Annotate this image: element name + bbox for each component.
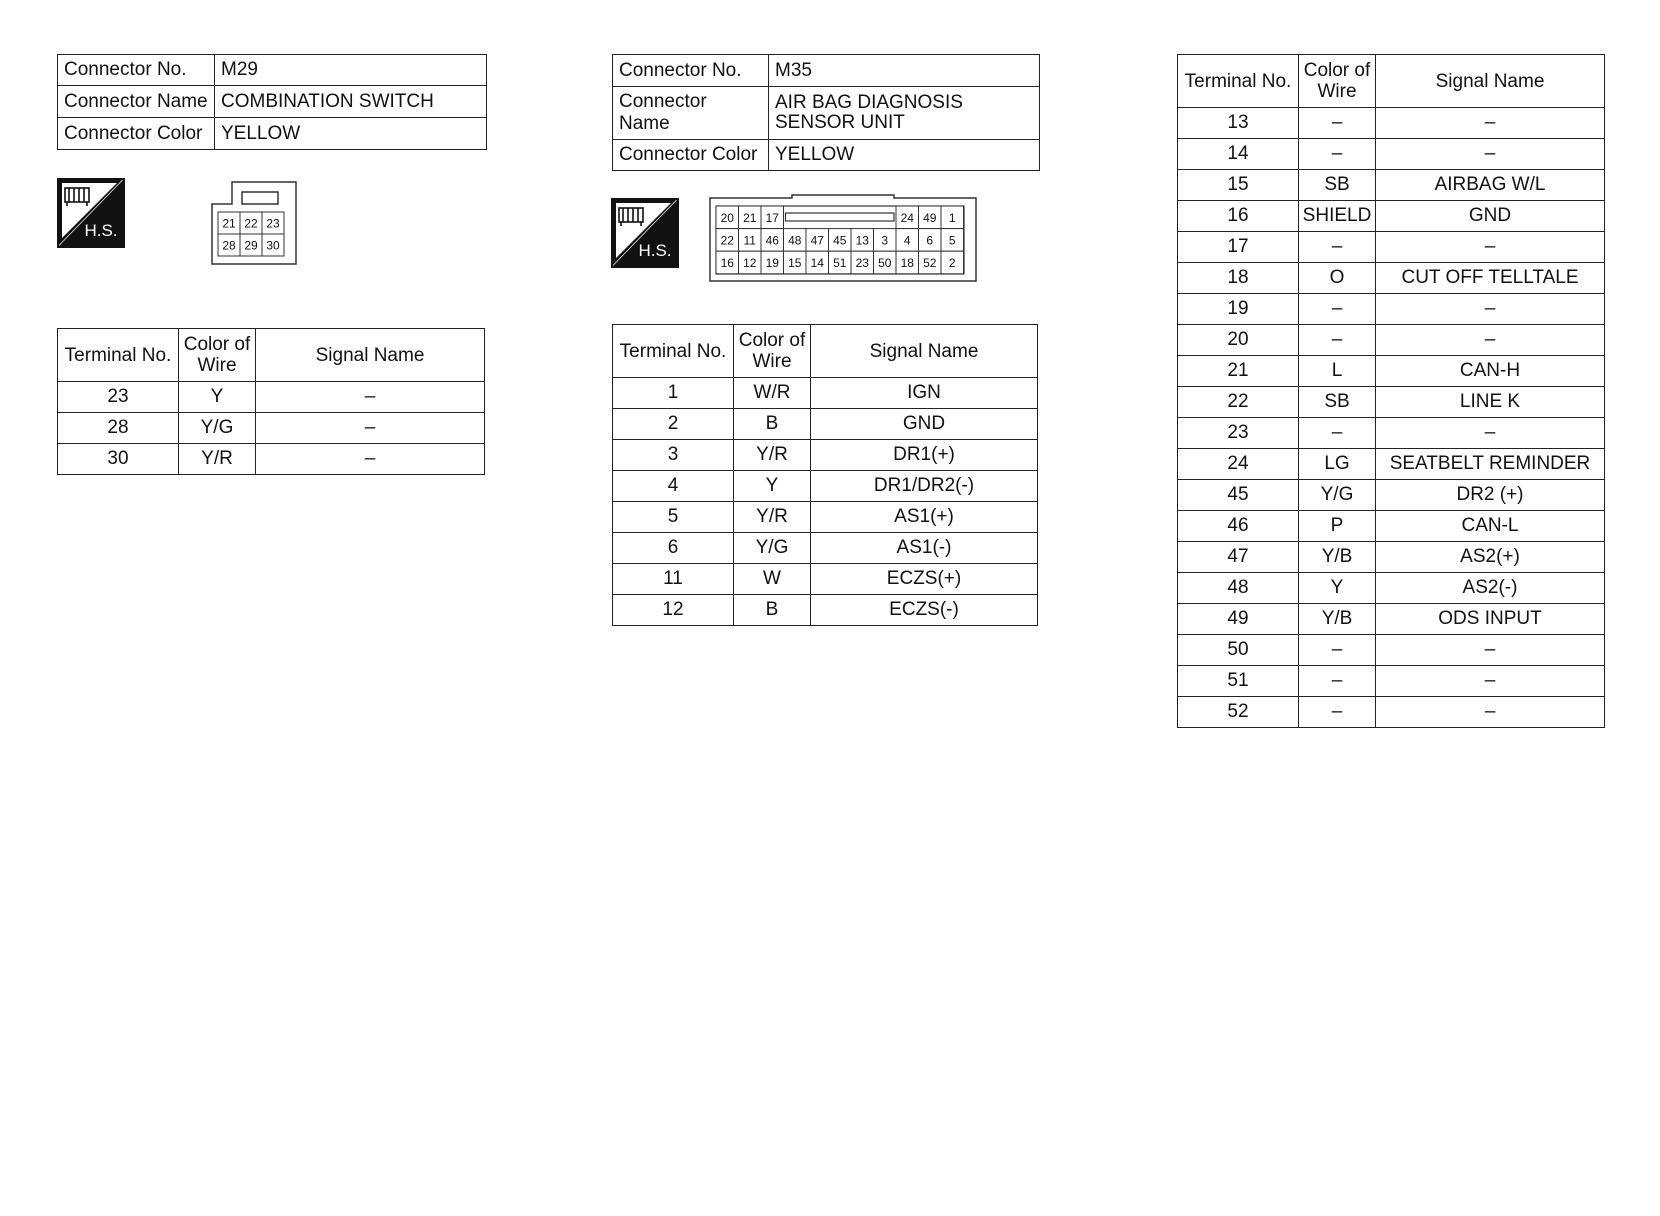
terminal-cell: 24	[1178, 449, 1299, 480]
connector-color-label: Connector Color	[58, 118, 215, 150]
signal-name-header: Signal Name	[1376, 55, 1605, 108]
table-row	[1178, 573, 1605, 604]
connector-color-label: Connector Color	[613, 140, 769, 171]
signal-name-cell: DR2 (+)	[1376, 480, 1605, 511]
table-row	[1178, 666, 1605, 697]
pin-number: 23	[855, 256, 869, 270]
terminal-cell: 1	[613, 378, 734, 409]
wire-color-cell: Y/G	[179, 413, 256, 444]
pin-number: 30	[266, 238, 280, 253]
signal-name-cell: –	[1376, 635, 1605, 666]
pin-number: 29	[244, 238, 258, 253]
pin-number: 48	[788, 233, 802, 248]
signal-name-cell: –	[1376, 697, 1605, 728]
terminal-cell: 23	[1178, 418, 1299, 449]
signal-name-cell: GND	[1376, 201, 1605, 232]
pin-number: 5	[948, 233, 956, 248]
signal-name-cell: AS1(-)	[811, 533, 1038, 564]
pin-number: 45	[833, 233, 847, 248]
terminal-cell: 51	[1178, 666, 1299, 697]
table-row	[613, 471, 1038, 502]
pin-number: 19	[765, 256, 779, 270]
wire-color-cell: L	[1299, 356, 1376, 387]
signal-name-cell: –	[1376, 108, 1605, 139]
wire-color-cell: –	[1299, 666, 1376, 697]
table-row	[613, 595, 1038, 626]
table-row	[1178, 511, 1605, 542]
terminal-cell: 49	[1178, 604, 1299, 635]
wire-color-cell: –	[1299, 697, 1376, 728]
terminal-cell: 20	[1178, 325, 1299, 356]
table-row	[58, 413, 485, 444]
table-row	[613, 564, 1038, 595]
pin-number: 1	[948, 210, 956, 225]
table-row	[613, 533, 1038, 564]
m29-connector-info-table	[57, 54, 487, 150]
signal-name-cell: AS2(-)	[1376, 573, 1605, 604]
pin-number: 14	[810, 256, 824, 270]
connector-color-value: YELLOW	[769, 140, 1040, 171]
pin-number: 24	[900, 210, 914, 225]
terminal-cell: 19	[1178, 294, 1299, 325]
terminal-cell: 14	[1178, 139, 1299, 170]
table-row	[613, 409, 1038, 440]
terminal-cell: 18	[1178, 263, 1299, 294]
terminal-no-header: Terminal No.	[613, 325, 734, 378]
signal-name-cell: –	[256, 444, 485, 475]
terminal-cell: 3	[613, 440, 734, 471]
signal-name-header: Signal Name	[811, 325, 1038, 378]
pin-number: 2	[948, 256, 956, 270]
m29-terminal-table	[57, 328, 485, 475]
signal-name-cell: GND	[811, 409, 1038, 440]
terminal-cell: 4	[613, 471, 734, 502]
wire-color-cell: SHIELD	[1299, 201, 1376, 232]
terminal-cell: 50	[1178, 635, 1299, 666]
pin-number: 16	[720, 256, 734, 270]
table-row	[1178, 480, 1605, 511]
signal-name-cell: AIRBAG W/L	[1376, 170, 1605, 201]
pin-number: 49	[923, 210, 937, 225]
signal-name-cell: –	[1376, 418, 1605, 449]
connector-name-value: COMBINATION SWITCH	[215, 86, 487, 118]
signal-name-cell: CUT OFF TELLTALE	[1376, 263, 1605, 294]
signal-name-cell: –	[1376, 139, 1605, 170]
connector-latch	[786, 213, 895, 221]
pin-number: 21	[743, 210, 757, 225]
terminal-cell: 22	[1178, 387, 1299, 418]
signal-name-cell: LINE K	[1376, 387, 1605, 418]
table-row	[613, 440, 1038, 471]
wire-color-cell: Y	[179, 382, 256, 413]
pin-number: 4	[903, 233, 911, 248]
table-row	[1178, 139, 1605, 170]
terminal-cell: 46	[1178, 511, 1299, 542]
signal-name-cell: DR1/DR2(-)	[811, 471, 1038, 502]
hs-label: H.S.	[84, 221, 118, 240]
wire-color-cell: Y/B	[1299, 542, 1376, 573]
hs-label: H.S.	[638, 241, 672, 260]
harness-side-icon	[611, 198, 679, 268]
terminal-cell: 48	[1178, 573, 1299, 604]
pin-number: 17	[765, 210, 779, 225]
pin-number: 22	[244, 216, 258, 231]
connector-no-value: M35	[769, 55, 1040, 87]
wire-color-cell: SB	[1299, 387, 1376, 418]
pin-number: 20	[720, 210, 734, 225]
signal-name-cell: –	[1376, 232, 1605, 263]
color-of-wire-header: Color of Wire	[734, 325, 811, 378]
signal-name-cell: ECZS(-)	[811, 595, 1038, 626]
table-row	[613, 378, 1038, 409]
wire-color-cell: –	[1299, 108, 1376, 139]
color-of-wire-header: Color of Wire	[1299, 55, 1376, 108]
signal-name-cell: DR1(+)	[811, 440, 1038, 471]
terminal-cell: 30	[58, 444, 179, 475]
terminal-cell: 45	[1178, 480, 1299, 511]
pin-number: 51	[833, 256, 847, 270]
connector-name-value: AIR BAG DIAGNOSIS SENSOR UNIT	[769, 87, 1040, 140]
terminal-cell: 21	[1178, 356, 1299, 387]
signal-name-cell: –	[1376, 325, 1605, 356]
signal-name-cell: CAN-H	[1376, 356, 1605, 387]
wire-color-cell: –	[1299, 635, 1376, 666]
wire-color-cell: Y	[734, 471, 811, 502]
terminal-cell: 13	[1178, 108, 1299, 139]
wire-color-cell: –	[1299, 294, 1376, 325]
table-row	[1178, 201, 1605, 232]
terminal-cell: 16	[1178, 201, 1299, 232]
table-row	[613, 502, 1038, 533]
wire-color-cell: W	[734, 564, 811, 595]
pin-number: 47	[810, 233, 824, 248]
m35-terminal-table	[612, 324, 1038, 626]
pin-number: 21	[222, 216, 236, 231]
m35-terminal-table-continued	[1177, 54, 1605, 728]
wire-color-cell: –	[1299, 418, 1376, 449]
terminal-cell: 6	[613, 533, 734, 564]
signal-name-cell: ECZS(+)	[811, 564, 1038, 595]
pin-number: 50	[878, 256, 892, 270]
wire-color-cell: Y	[1299, 573, 1376, 604]
terminal-cell: 2	[613, 409, 734, 440]
pin-number: 23	[266, 216, 280, 231]
connector-name-label: Connector Name	[58, 86, 215, 118]
harness-side-icon	[57, 178, 125, 248]
pin-number: 11	[743, 233, 756, 248]
pin-number: 6	[926, 233, 934, 248]
signal-name-cell: SEATBELT REMINDER	[1376, 449, 1605, 480]
table-row	[1178, 387, 1605, 418]
terminal-no-header: Terminal No.	[1178, 55, 1299, 108]
signal-name-cell: –	[1376, 294, 1605, 325]
terminal-cell: 11	[613, 564, 734, 595]
signal-name-cell: –	[256, 413, 485, 444]
m35-connector-diagram	[708, 194, 978, 284]
table-row	[1178, 449, 1605, 480]
terminal-cell: 15	[1178, 170, 1299, 201]
wire-color-cell: SB	[1299, 170, 1376, 201]
wire-color-cell: Y/R	[734, 502, 811, 533]
terminal-cell: 28	[58, 413, 179, 444]
table-row	[1178, 635, 1605, 666]
table-row	[1178, 170, 1605, 201]
signal-name-cell: CAN-L	[1376, 511, 1605, 542]
wire-color-cell: Y/B	[1299, 604, 1376, 635]
table-row	[1178, 232, 1605, 263]
wire-color-cell: B	[734, 409, 811, 440]
wire-color-cell: B	[734, 595, 811, 626]
signal-name-cell: –	[256, 382, 485, 413]
terminal-cell: 12	[613, 595, 734, 626]
pin-number: 22	[720, 233, 734, 248]
connector-no-value: M29	[215, 55, 487, 86]
connector-name-label: Connector Name	[613, 87, 769, 140]
m35-connector-info-table	[612, 54, 1040, 171]
wire-color-cell: O	[1299, 263, 1376, 294]
table-row	[1178, 108, 1605, 139]
wire-color-cell: P	[1299, 511, 1376, 542]
pin-number: 12	[743, 256, 757, 270]
signal-name-cell: AS2(+)	[1376, 542, 1605, 573]
wire-color-cell: Y/R	[734, 440, 811, 471]
table-row	[58, 382, 485, 413]
table-row	[1178, 356, 1605, 387]
table-row	[1178, 294, 1605, 325]
signal-name-cell: ODS INPUT	[1376, 604, 1605, 635]
pin-number: 28	[222, 238, 236, 253]
terminal-cell: 17	[1178, 232, 1299, 263]
connector-color-value: YELLOW	[215, 118, 487, 150]
connector-no-label: Connector No.	[58, 55, 215, 86]
wire-color-cell: W/R	[734, 378, 811, 409]
terminal-cell: 52	[1178, 697, 1299, 728]
color-of-wire-header: Color of Wire	[179, 329, 256, 382]
table-row	[58, 444, 485, 475]
wire-color-cell: LG	[1299, 449, 1376, 480]
pin-number: 52	[923, 256, 937, 270]
table-row	[1178, 697, 1605, 728]
signal-name-cell: AS1(+)	[811, 502, 1038, 533]
table-row	[1178, 418, 1605, 449]
wire-color-cell: Y/G	[1299, 480, 1376, 511]
signal-name-cell: –	[1376, 666, 1605, 697]
pin-number: 13	[855, 233, 869, 248]
table-row	[1178, 263, 1605, 294]
pin-number: 3	[881, 233, 889, 248]
table-row	[1178, 542, 1605, 573]
wire-color-cell: Y/R	[179, 444, 256, 475]
signal-name-cell: IGN	[811, 378, 1038, 409]
m29-connector-diagram	[210, 180, 298, 266]
wire-color-cell: –	[1299, 232, 1376, 263]
wire-color-cell: –	[1299, 325, 1376, 356]
terminal-cell: 47	[1178, 542, 1299, 573]
table-row	[1178, 325, 1605, 356]
pin-number: 15	[788, 256, 802, 270]
connector-no-label: Connector No.	[613, 55, 769, 87]
pin-number: 18	[900, 256, 914, 270]
terminal-cell: 23	[58, 382, 179, 413]
wire-color-cell: –	[1299, 139, 1376, 170]
terminal-no-header: Terminal No.	[58, 329, 179, 382]
wire-color-cell: Y/G	[734, 533, 811, 564]
signal-name-header: Signal Name	[256, 329, 485, 382]
pin-number: 46	[765, 233, 779, 248]
terminal-cell: 5	[613, 502, 734, 533]
table-row	[1178, 604, 1605, 635]
